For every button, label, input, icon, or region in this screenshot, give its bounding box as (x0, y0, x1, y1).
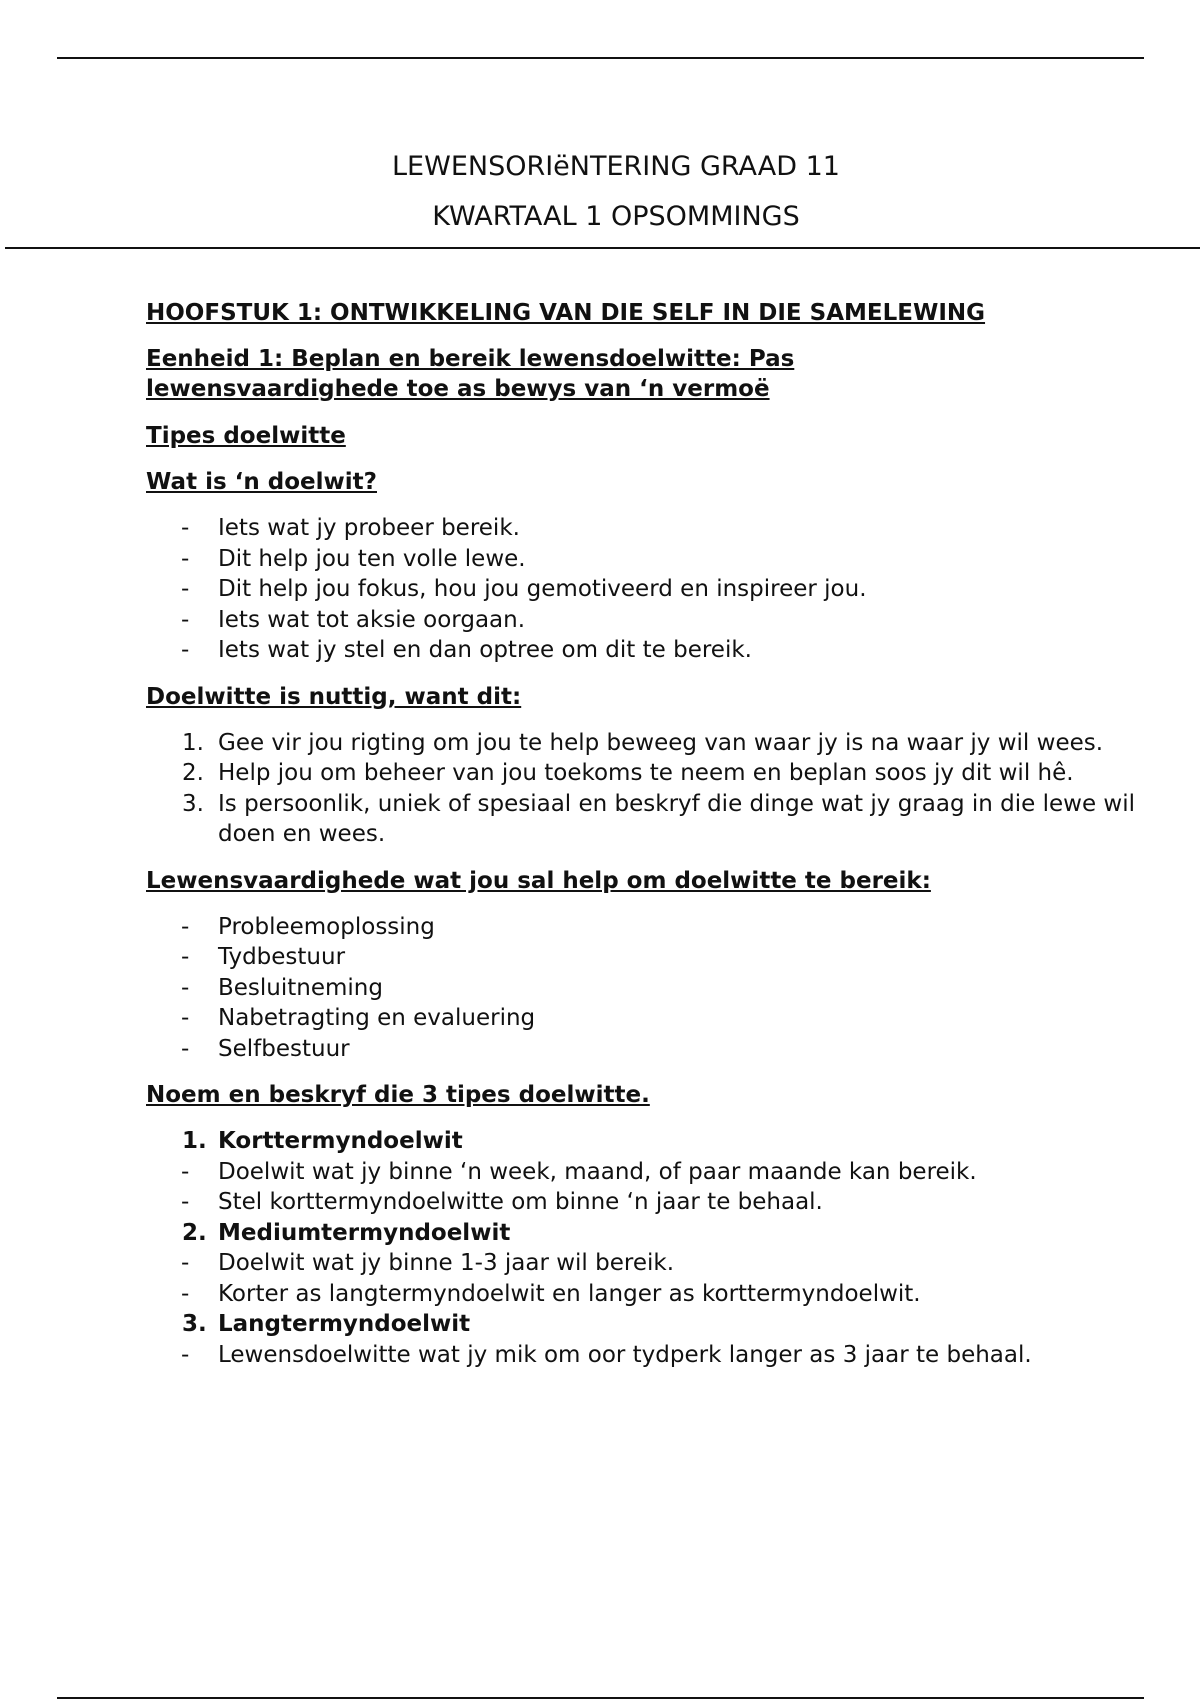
list-item-text: Tydbestuur (218, 944, 346, 970)
list-item-text: Besluitneming (218, 974, 383, 1001)
number-marker: 2. (182, 1219, 207, 1246)
type-title-text: Korttermyndoelwit (218, 1128, 463, 1154)
document-header (0, 142, 1200, 242)
header-rule (5, 247, 1200, 249)
unit-heading-line1: Eenheid 1: Beplan en bereik lewensdoelwitte: Pas (146, 346, 795, 372)
header-title: LEWENSORIëNTERING GRAAD 11 (392, 151, 840, 182)
numbered-item-text: Is persoonlik, uniek of spesiaal en beskryf die dinge wat jy graag in die lewe wil doen en wees. (218, 790, 1135, 847)
list-item-text: Selfbestuur (218, 1035, 350, 1062)
type-title (146, 1309, 1146, 1340)
life-skills-heading: Lewensvaardighede wat jou sal help om doelwitte te bereik: (146, 867, 931, 894)
number-marker: 2. (182, 760, 204, 786)
number-marker: 3. (182, 1311, 207, 1337)
type-point (146, 1279, 1146, 1310)
dash-marker: - (181, 1280, 190, 1307)
type-point-text: Doelwit wat jy binne 1-3 jaar wil bereik. (218, 1250, 675, 1276)
type-title (146, 1218, 1146, 1249)
numbered-item-text: Help jou om beheer van jou toekoms te neem en beplan soos jy dit wil hê. (218, 760, 1074, 786)
type-point-text: Doelwit wat jy binne ‘n week, maand, of paar maande kan bereik. (218, 1158, 977, 1185)
type-point (146, 1187, 1146, 1218)
what-is-goal-heading: Wat is ‘n doelwit? (146, 469, 377, 495)
goals-useful-heading: Doelwitte is nuttig, want dit: (146, 683, 522, 710)
unit-heading (146, 344, 1146, 404)
type-point (146, 1248, 1146, 1279)
chapter-heading: HOOFSTUK 1: ONTWIKKELING VAN DIE SELF IN DIE SAMELEWING (146, 300, 986, 326)
list-item-text: Iets wat tot aksie oorgaan. (218, 606, 526, 633)
list-item-text: Iets wat jy probeer bereik. (218, 515, 520, 541)
dash-marker: - (181, 1005, 190, 1031)
dash-marker: - (181, 913, 190, 940)
what-is-goal-list (146, 513, 1146, 666)
number-marker: 1. (182, 1128, 207, 1154)
three-types-list (146, 1126, 1146, 1370)
dash-marker: - (181, 944, 190, 970)
life-skills-list (146, 912, 1146, 1065)
goals-useful-list (146, 728, 1146, 850)
list-item-text: Nabetragting en evaluering (218, 1005, 536, 1031)
list-item (146, 973, 1146, 1004)
list-item-text: Iets wat jy stel en dan optree om dit te bereik. (218, 637, 752, 663)
numbered-item (146, 758, 1146, 789)
bottom-rule (57, 1697, 1144, 1699)
list-item-text: Dit help jou fokus, hou jou gemotiveerd en inspireer jou. (218, 576, 867, 602)
dash-marker: - (181, 637, 190, 663)
dash-marker: - (181, 1250, 190, 1276)
list-item (146, 912, 1146, 943)
type-point-text: Korter as langtermyndoelwit en langer as korttermyndoelwit. (218, 1280, 921, 1307)
header-subtitle: KWARTAAL 1 OPSOMMINGS (432, 201, 800, 232)
goal-types-heading: Tipes doelwitte (146, 423, 346, 449)
document-body (146, 298, 1146, 1386)
numbered-item-text: Gee vir jou rigting om jou te help beweeg van waar jy is na waar jy wil wees. (218, 729, 1104, 756)
dash-marker: - (181, 1158, 190, 1185)
list-item (146, 513, 1146, 544)
numbered-item (146, 728, 1146, 759)
type-point (146, 1157, 1146, 1188)
three-types-heading: Noem en beskryf die 3 tipes doelwitte. (146, 1082, 650, 1108)
list-item-text: Dit help jou ten volle lewe. (218, 545, 526, 572)
list-item (146, 942, 1146, 973)
type-point (146, 1340, 1146, 1371)
list-item-text: Probleemoplossing (218, 913, 435, 940)
type-point-text: Lewensdoelwitte wat jy mik om oor tydperk langer as 3 jaar te behaal. (218, 1341, 1032, 1368)
number-marker: 1. (182, 729, 204, 756)
dash-marker: - (181, 974, 190, 1001)
top-rule (57, 57, 1144, 59)
list-item (146, 544, 1146, 575)
type-point-text: Stel korttermyndoelwitte om binne ‘n jaar te behaal. (218, 1189, 823, 1215)
dash-marker: - (181, 545, 190, 572)
type-title-text: Langtermyndoelwit (218, 1311, 471, 1337)
dash-marker: - (181, 1341, 190, 1368)
dash-marker: - (181, 515, 190, 541)
type-title (146, 1126, 1146, 1157)
number-marker: 3. (182, 790, 204, 817)
numbered-item (146, 789, 1146, 850)
list-item (146, 605, 1146, 636)
dash-marker: - (181, 1035, 190, 1062)
list-item (146, 635, 1146, 666)
list-item (146, 1003, 1146, 1034)
dash-marker: - (181, 606, 190, 633)
type-title-text: Mediumtermyndoelwit (218, 1219, 511, 1246)
list-item (146, 1034, 1146, 1065)
dash-marker: - (181, 1189, 190, 1215)
unit-heading-line2: lewensvaardighede toe as bewys van ‘n vermoë (146, 376, 770, 402)
list-item (146, 574, 1146, 605)
dash-marker: - (181, 576, 190, 602)
